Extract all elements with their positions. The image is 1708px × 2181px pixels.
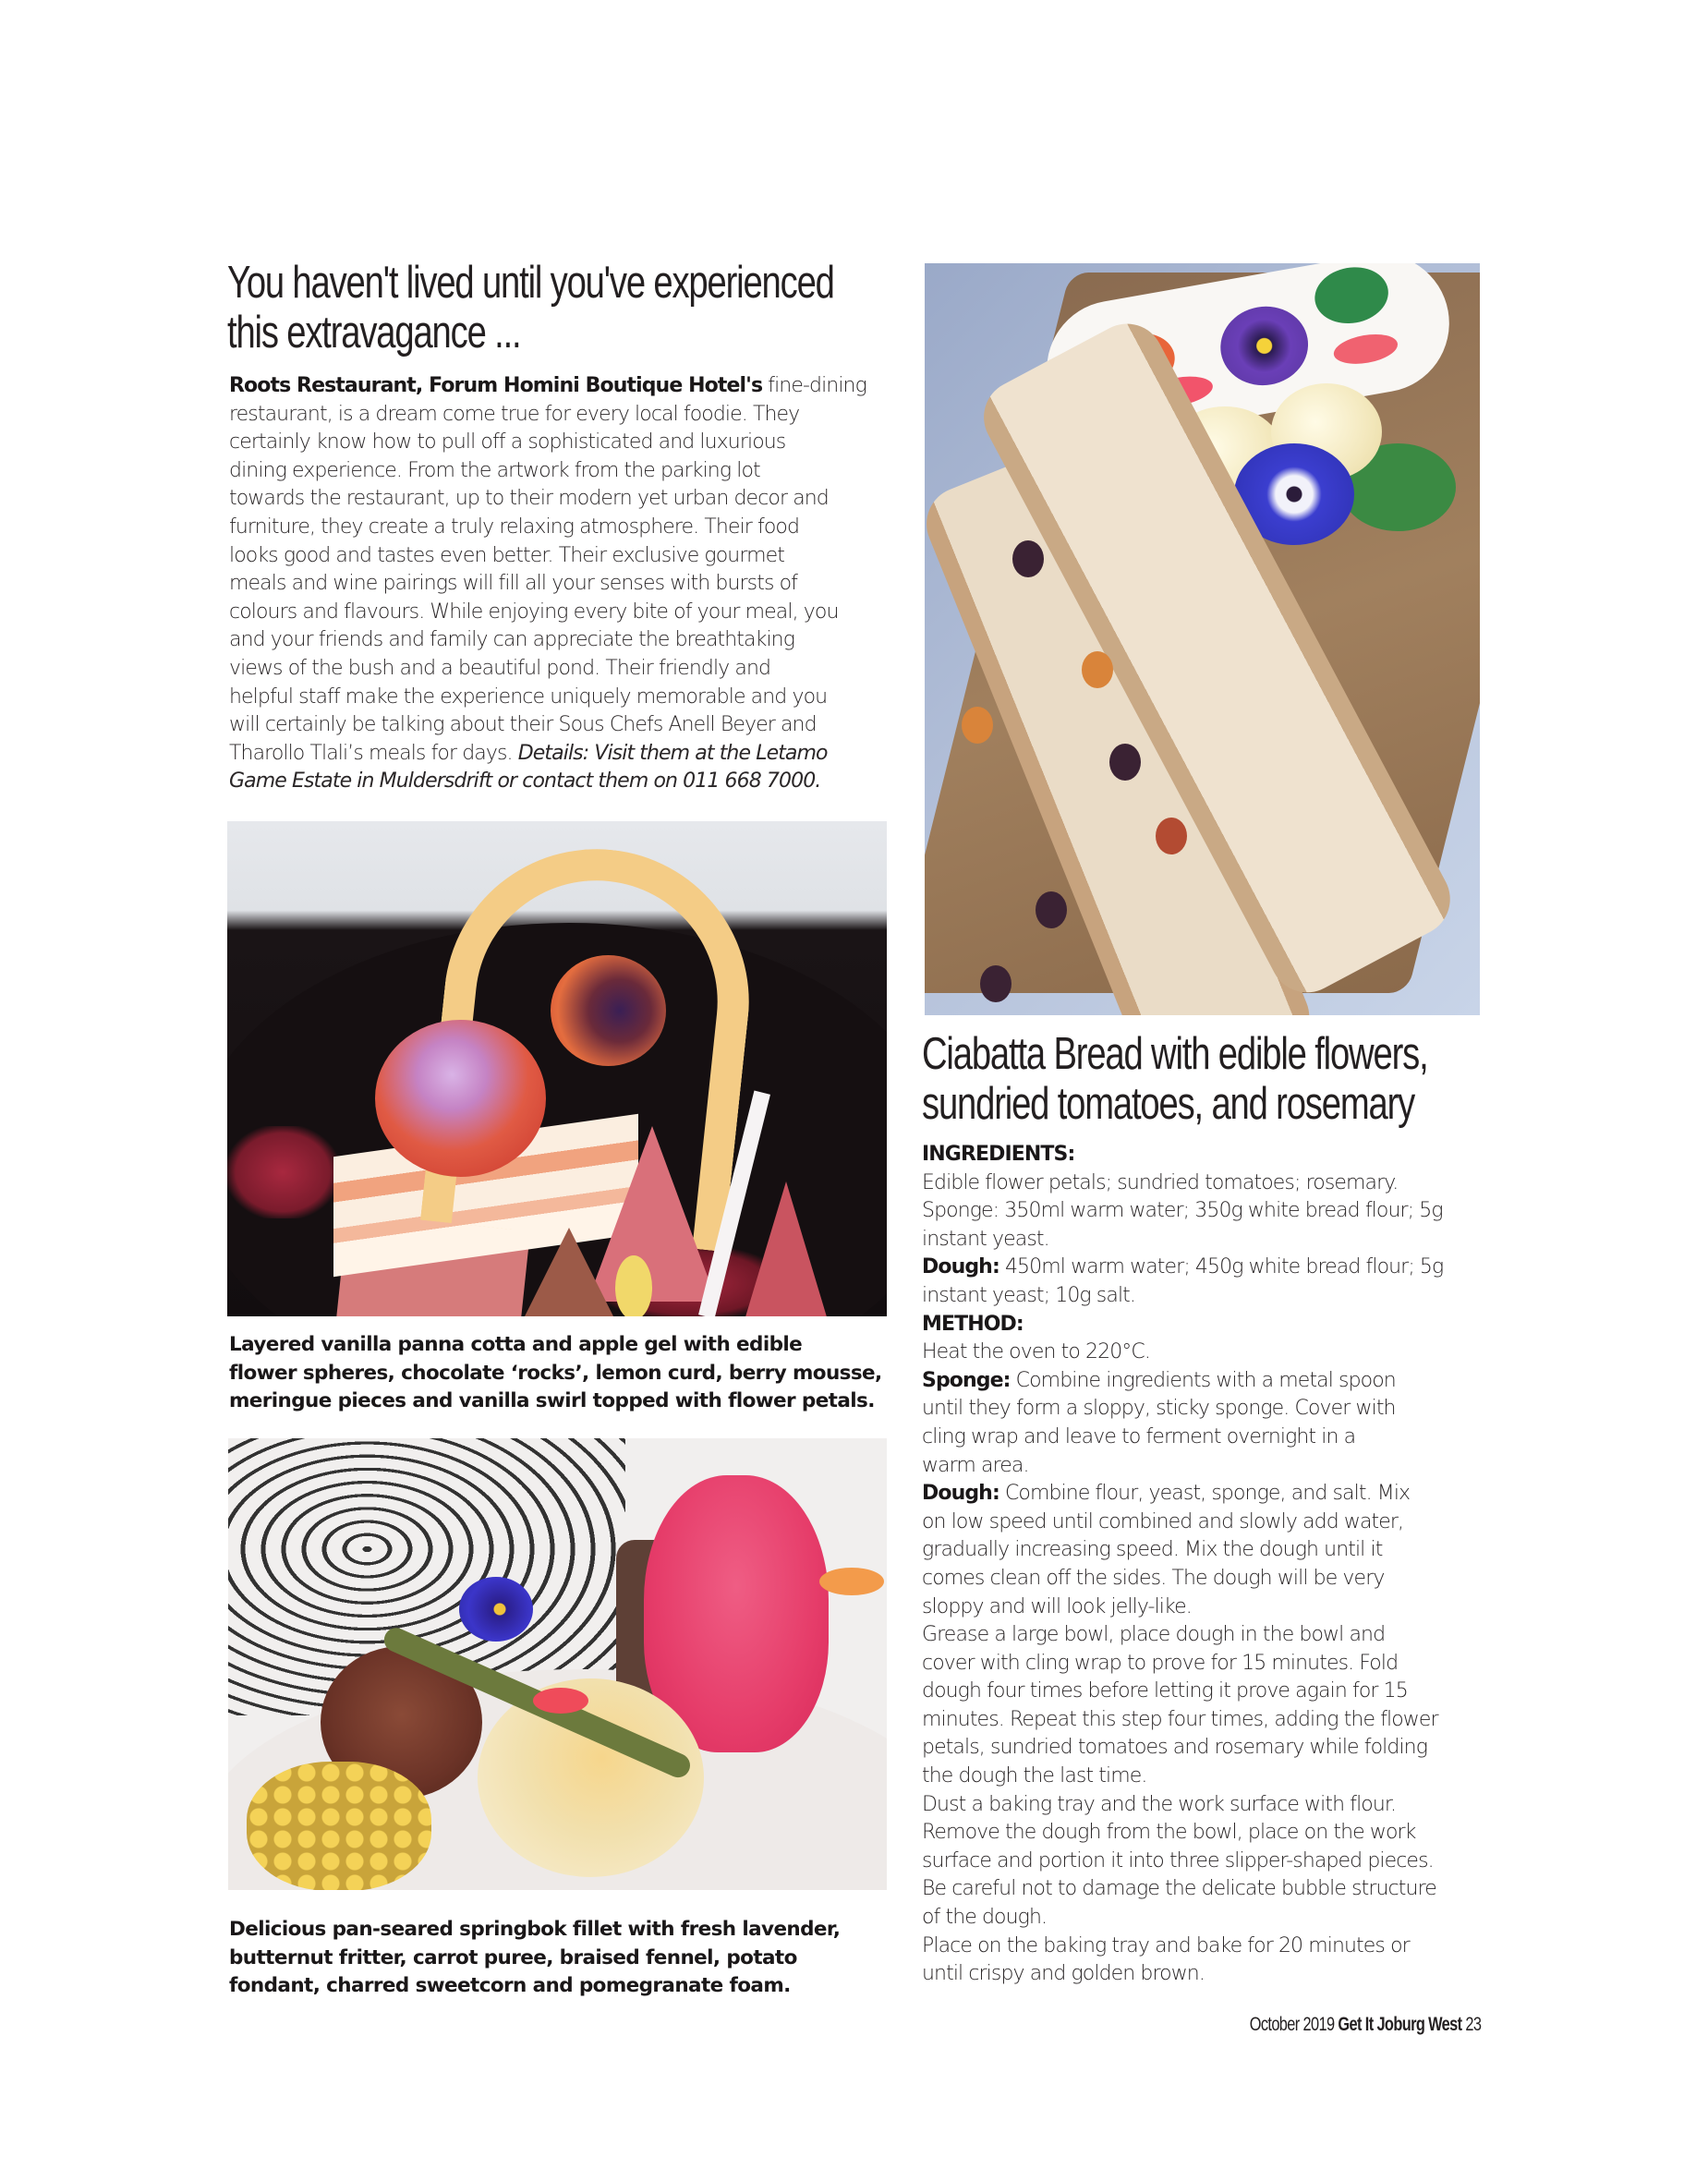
body-line: towards the restaurant, up to their modern yet urban decor and <box>229 487 829 511</box>
recipe-line: Be careful not to damage the delicate bubble structure <box>922 1877 1436 1901</box>
body-line: certainly know how to pull off a sophisticated and luxurious <box>229 430 786 454</box>
method-heading: METHOD: <box>922 1312 1024 1336</box>
recipe-line: on low speed until combined and slowly add water, <box>922 1509 1404 1533</box>
page-footer <box>1249 2014 1481 2036</box>
body-line: Roots Restaurant, Forum Homini Boutique Hotel's fine-dining <box>229 374 866 397</box>
recipe-line: minutes. Repeat this step four times, adding the flower <box>922 1707 1438 1731</box>
recipe-line: Sponge: Combine ingredients with a metal spoon <box>922 1368 1396 1392</box>
recipe-line: Dough: Combine flour, yeast, sponge, and salt. Mix <box>922 1482 1411 1506</box>
body-line: dining experience. From the artwork from the parking lot <box>229 458 760 482</box>
body-line: colours and flavours. While enjoying every bite of your meal, you <box>229 600 839 624</box>
body-line: will certainly be talking about their Sous Chefs Anell Beyer and <box>229 713 817 737</box>
restaurant-name: Roots Restaurant, Forum Homini Boutique Hotel's <box>229 374 763 397</box>
dessert-caption: Layered vanilla panna cotta and apple gel with edible flower spheres, chocolate ‘rocks’, lemon curd, berry mousse, meringue pieces and vanilla swirl topped with flower petals. <box>229 1333 882 1412</box>
recipe-line: Place on the baking tray and bake for 20 minutes or <box>922 1933 1410 1957</box>
recipe-line: Edible flower petals; sundried tomatoes; rosemary. <box>922 1170 1399 1194</box>
recipe-line: sloppy and will look jelly-like. <box>922 1594 1192 1618</box>
dessert-photo <box>227 821 887 1316</box>
recipe-body <box>922 1141 1495 1989</box>
recipe-title <box>922 1029 1428 1129</box>
recipe-line: Grease a large bowl, place dough in the bowl and <box>922 1623 1386 1647</box>
recipe-line: instant yeast. <box>922 1227 1049 1251</box>
publication-name: Get It Joburg West <box>1338 2014 1462 2035</box>
recipe-line: cling wrap and leave to ferment overnight in a <box>922 1424 1356 1448</box>
recipe-line: warm area. <box>922 1453 1029 1477</box>
ciabatta-photo <box>925 263 1480 1015</box>
recipe-line: of the dough. <box>922 1906 1048 1930</box>
recipe-line: comes clean off the sides. The dough will be very <box>922 1566 1385 1590</box>
body-line: helpful staff make the experience uniquely memorable and you <box>229 685 828 709</box>
recipe-line: dough four times before letting it prove again for 15 <box>922 1679 1408 1703</box>
article-body <box>229 372 894 796</box>
body-line: furniture, they create a truly relaxing atmosphere. Their food <box>229 515 800 539</box>
body-line: and your friends and family can appreciate the breathtaking <box>229 628 795 652</box>
page-number: 23 <box>1461 2014 1481 2035</box>
recipe-line: cover with cling wrap to prove for 15 minutes. Fold <box>922 1651 1399 1675</box>
body-line: views of the bush and a beautiful pond. Their friendly and <box>229 656 771 680</box>
headline-line-2: this extravagance ... <box>227 308 521 357</box>
recipe-line: Dust a baking tray and the work surface with flour. <box>922 1792 1397 1816</box>
recipe-line: Heat the oven to 220°C. <box>922 1340 1150 1364</box>
details-text: Game Estate in Muldersdrift or contact them on 011 668 7000. <box>229 769 821 794</box>
issue-date: October 2019 <box>1249 2014 1339 2035</box>
recipe-title-line-1: Ciabatta Bread with edible flowers, <box>922 1029 1428 1079</box>
recipe-line: Remove the dough from the bowl, place on the work <box>922 1821 1416 1845</box>
recipe-line: petals, sundried tomatoes and rosemary while folding <box>922 1736 1428 1760</box>
recipe-line: instant yeast; 10g salt. <box>922 1283 1135 1307</box>
ingredients-heading: INGREDIENTS: <box>922 1143 1075 1166</box>
recipe-line: Sponge: 350ml warm water; 350g white bread flour; 5g <box>922 1199 1443 1223</box>
details-text: Details: Visit them at the Letamo <box>517 741 828 765</box>
headline-line-1: You haven't lived until you've experienced <box>227 258 834 308</box>
article-headline <box>227 258 834 357</box>
recipe-line: the dough the last time. <box>922 1764 1147 1788</box>
recipe-title-line-2: sundried tomatoes, and rosemary <box>922 1079 1415 1129</box>
recipe-line: gradually increasing speed. Mix the dough until it <box>922 1538 1383 1562</box>
body-line: Tharollo Tlali’s meals for days. Details: Visit them at the Letamo <box>229 741 828 765</box>
springbok-photo <box>228 1438 887 1890</box>
springbok-caption: Delicious pan-seared springbok fillet with fresh lavender, butternut fritter, carrot puree, braised fennel, potato fondant, charred sweetcorn and pomegranate foam. <box>229 1918 841 1997</box>
body-line: restaurant, is a dream come true for every local foodie. They <box>229 402 800 426</box>
recipe-line: surface and portion it into three slipper-shaped pieces. <box>922 1848 1434 1872</box>
recipe-line: until they form a sloppy, sticky sponge. Cover with <box>922 1397 1396 1421</box>
body-line: meals and wine pairings will fill all your senses with bursts of <box>229 572 798 596</box>
recipe-line: Dough: 450ml warm water; 450g white bread flour; 5g <box>922 1255 1444 1279</box>
body-line: looks good and tastes even better. Their exclusive gourmet <box>229 543 784 567</box>
recipe-line: until crispy and golden brown. <box>922 1962 1205 1986</box>
